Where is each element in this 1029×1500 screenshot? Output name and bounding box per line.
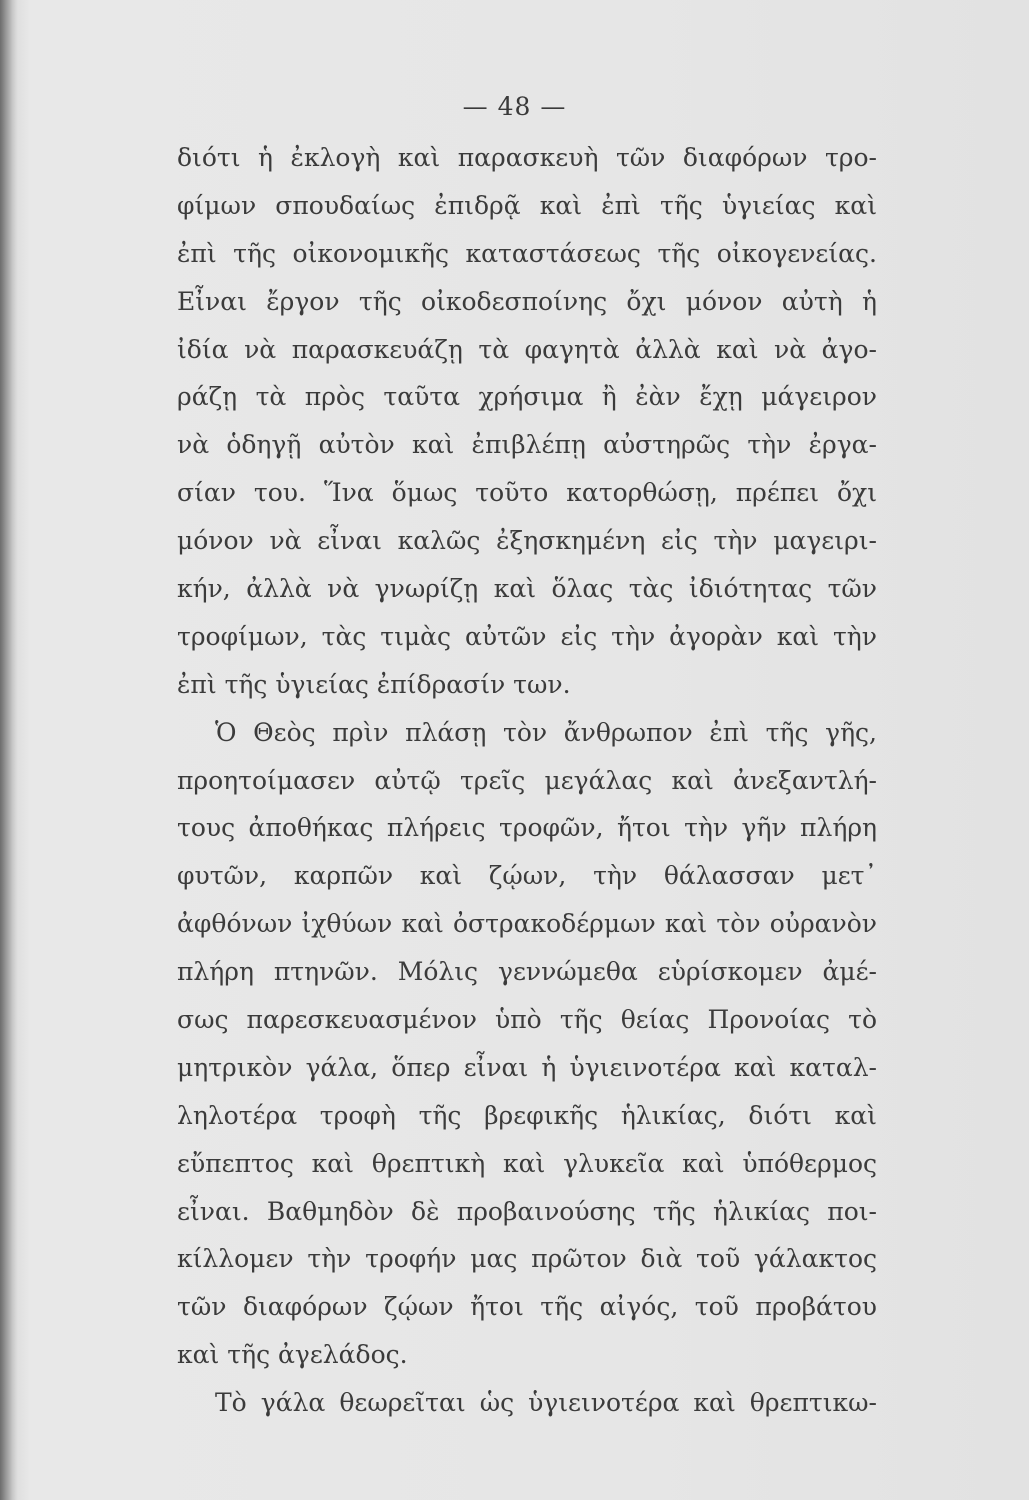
text-line: Τὸ γάλα θεωρεῖται ὡς ὑγιεινοτέρα καὶ θρεπτικω- (215, 1388, 877, 1418)
text-line: φυτῶν, καρπῶν καὶ ζῴων, τὴν θάλασσαν μετ᾽ (177, 861, 877, 891)
text-line: φίμων σπουδαίως ἐπιδρᾷ καὶ ἐπὶ τῆς ὑγιείας καὶ (177, 190, 877, 220)
text-line: σίαν του. Ἵνα ὅμως τοῦτο κατορθώσῃ, πρέπει ὄχι (177, 478, 877, 508)
text-line: Ὁ Θεὸς πρὶν πλάσῃ τὸν ἄνθρωπον ἐπὶ τῆς γῆς, (215, 717, 877, 747)
text-line: νὰ ὁδηγῇ αὐτὸν καὶ ἐπιβλέπῃ αὐστηρῶς τὴν ἐργα- (177, 430, 877, 460)
text-line: προητοίμασεν αὐτῷ τρεῖς μεγάλας καὶ ἀνεξαντλή- (177, 765, 877, 795)
text-line: ληλοτέρα τροφὴ τῆς βρεφικῆς ἡλικίας, διότι καὶ (177, 1100, 877, 1130)
text-line: διότι ἡ ἐκλογὴ καὶ παρασκευὴ τῶν διαφόρων τρο- (177, 143, 877, 172)
text-line: τροφίμων, τὰς τιμὰς αὐτῶν εἰς τὴν ἀγορὰν καὶ τὴν (177, 621, 877, 651)
text-line: εἶναι. Βαθμηδὸν δὲ προβαινούσης τῆς ἡλικίας ποι- (177, 1196, 877, 1226)
text-line: κίλλομεν τὴν τροφήν μας πρῶτον διὰ τοῦ γάλακτος (177, 1244, 877, 1274)
text-line: ἀφθόνων ἰχθύων καὶ ὀστρακοδέρμων καὶ τὸν οὐρανὸν (177, 909, 877, 939)
text-line: ἐπὶ τῆς ὑγιείας ἐπίδρασίν των. (177, 669, 571, 699)
text-line: καὶ τῆς ἀγελάδος. (177, 1340, 408, 1370)
binding-shadow (0, 0, 18, 1500)
page-number: — 48 — (462, 92, 567, 121)
text-line: μόνον νὰ εἶναι καλῶς ἐξησκημένη εἰς τὴν μαγειρι- (177, 526, 877, 556)
text-line: πλήρη πτηνῶν. Μόλις γεννώμεθα εὑρίσκομεν ἀμέ- (177, 957, 877, 987)
text-line: σως παρεσκευασμένον ὑπὸ τῆς θείας Προνοίας τὸ (177, 1005, 877, 1035)
text-line: τῶν διαφόρων ζῴων ἤτοι τῆς αἰγός, τοῦ προβάτου (177, 1292, 877, 1322)
text-line: τους ἀποθήκας πλήρεις τροφῶν, ἤτοι τὴν γῆν πλήρη (177, 813, 877, 843)
text-line: ἰδία νὰ παρασκευάζῃ τὰ φαγητὰ ἀλλὰ καὶ νὰ ἀγο- (177, 334, 877, 364)
text-line: ράζῃ τὰ πρὸς ταῦτα χρήσιμα ἢ ἐὰν ἔχῃ μάγειρον (177, 382, 877, 412)
body-text (177, 134, 877, 1427)
text-line: Εἶναι ἔργον τῆς οἰκοδεσποίνης ὄχι μόνον αὐτὴ ἡ (177, 286, 877, 316)
text-line: ἐπὶ τῆς οἰκονομικῆς καταστάσεως τῆς οἰκογενείας. (177, 238, 877, 268)
text-line: εὔπεπτος καὶ θρεπτικὴ καὶ γλυκεῖα καὶ ὑπόθερμος (177, 1148, 877, 1178)
text-line: κήν, ἀλλὰ νὰ γνωρίζῃ καὶ ὅλας τὰς ἰδιότητας τῶν (177, 574, 877, 604)
text-line: μητρικὸν γάλα, ὅπερ εἶναι ἡ ὑγιεινοτέρα καὶ καταλ- (177, 1052, 877, 1082)
